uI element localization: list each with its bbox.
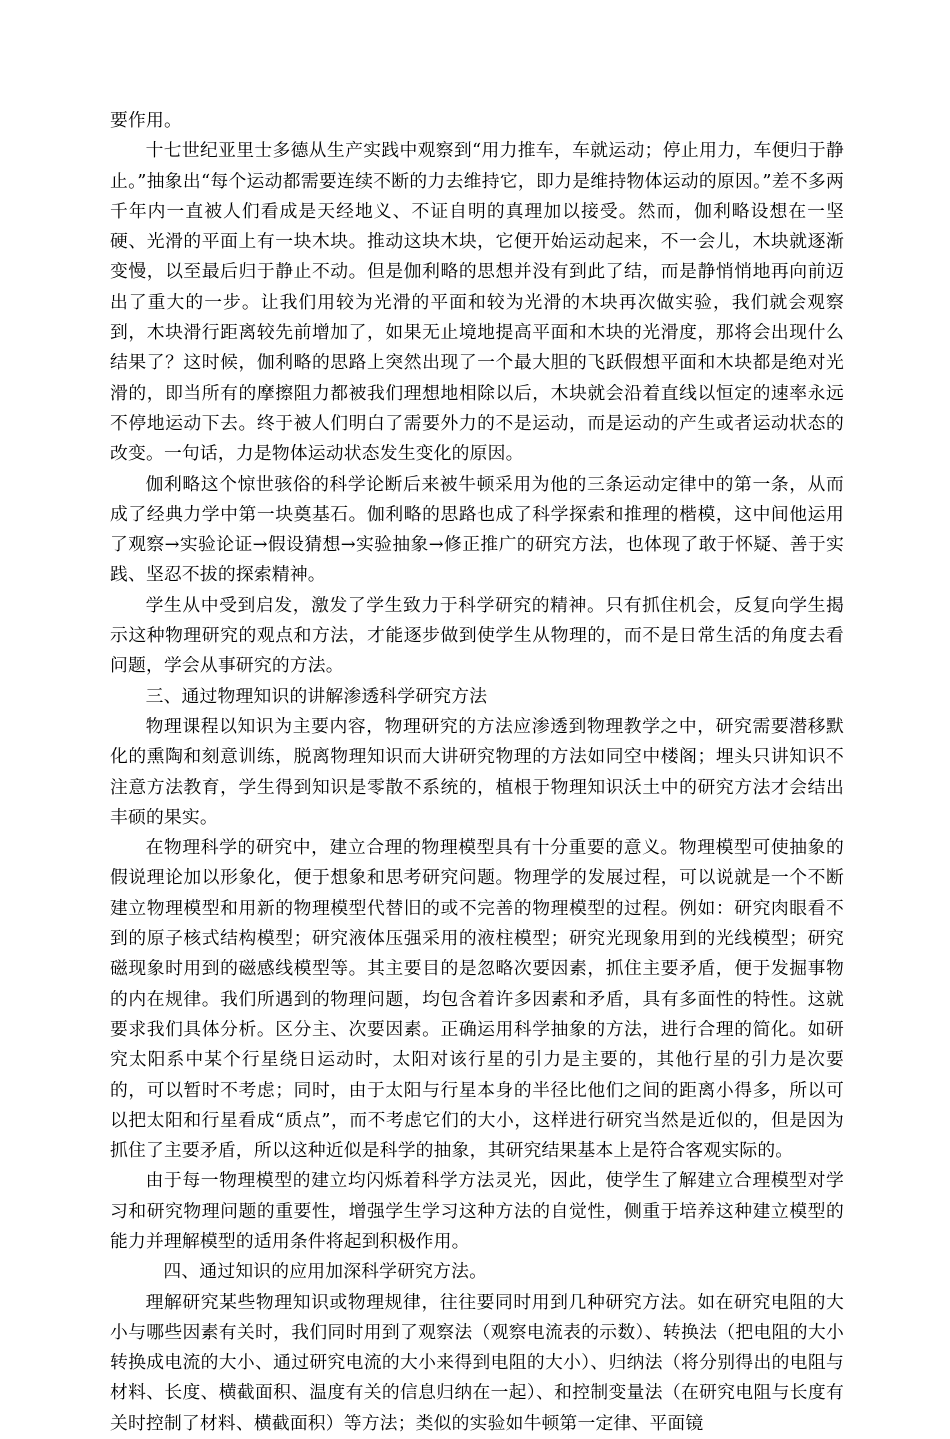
paragraph-newton-first-law: 伽利略这个惊世骇俗的科学论断后来被牛顿采用为他的三条运动定律中的第一条，从而成了经典力学中第一块奠基石。伽利略的思路也成了科学探索和推理的楷模，这中间他运用了观察→实验论证→假设猜想→实验抽象→修正推广的研究方法，也体现了敢于怀疑、善于实践、坚忍不拔的探索精神。 (110, 473, 844, 586)
paragraph-research-methods: 理解研究某些物理知识或物理规律，往往要同时用到几种研究方法。如在研究电阻的大小与哪些因素有关时，我们同时用到了观察法（观察电流表的示数）、转换法（把电阻的大小转换成电流的大小、通过研究电流的大小来得到电阻的大小）、归纳法（将分别得出的电阻与材料、长度、横截面积、温度有关的信息归纳在一起）、和控制变量法（在研究电阻与长度有关时控制了材料、横截面积）等方法；类似的实验如牛顿第一定律、平面镜 (110, 1291, 844, 1434)
section-heading-4: 四、通过知识的应用加深科学研究方法。 (163, 1261, 488, 1283)
paragraph-continuation: 要作用。 (110, 110, 182, 131)
paragraph-physical-models: 在物理科学的研究中，建立合理的物理模型具有十分重要的意义。物理模型可使抽象的假说理论加以形象化，便于想象和思考研究问题。物理学的发展过程，可以说就是一个不断建立物理模型和用新的物理模型代替旧的或不完善的物理模型的过程。例如：研究肉眼看不到的原子核式结构模型；研究液体压强采用的液柱模型；研究光现象用到的光线模型；研究磁现象时用到的磁感线模型等。其主要目的是忽略次要因素，抓住主要矛盾，便于发掘事物的内在规律。我们所遇到的物理问题，均包含着许多因素和矛盾，具有多面性的特性。这就要求我们具体分析。区分主、次要因素。正确运用科学抽象的方法，进行合理的简化。如研究太阳系中某个行星绕日运动时，太阳对该行星的引力是主要的，其他行星的引力是次要的，可以暂时不考虑；同时，由于太阳与行星本身的半径比他们之间的距离小得多，所以可以把太阳和行星看成“质点”，而不考虑它们的大小，这样进行研究当然是近似的，但是因为抓住了主要矛盾，所以这种近似是科学的抽象，其研究结果基本上是符合客观实际的。 (110, 837, 844, 1162)
paragraph-galileo-experiment: 十七世纪亚里士多德从生产实践中观察到“用力推车，车就运动；停止用力，车便归于静止。”抽象出“每个运动都需要连续不断的力去维持它，即力是维持物体运动的原因。”差不多两千年内一直被人们看成是天经地义、不证自明的真理加以接受。然而，伽利略设想在一坚硬、光滑的平面上有一块木块。推动这块木块，它便开始运动起来，不一会儿，木块就逐渐变慢，以至最后归于静止不动。但是伽利略的思想并没有到此了结，而是静悄悄地再向前迈出了重大的一步。让我们用较为光滑的平面和较为光滑的木块再次做实验，我们就会观察到，木块滑行距离较先前增加了，如果无止境地提高平面和木块的光滑度，那将会出现什么结果了？这时候，伽利略的思路上突然出现了一个最大胆的飞跃假想平面和木块都是绝对光滑的，即当所有的摩擦阻力都被我们理想地相除以后，木块就会沿着直线以恒定的速率永远不停地运动下去。终于被人们明白了需要外力的不是运动，而是运动的产生或者运动状态的改变。一句话，力是物体运动状态发生变化的原因。 (110, 140, 844, 465)
document-page (110, 106, 844, 1439)
section-heading-3: 三、通过物理知识的讲解渗透科学研究方法 (145, 685, 488, 707)
paragraph-student-inspiration: 学生从中受到启发，激发了学生致力于科学研究的精神。只有抓住机会，反复向学生揭示这种物理研究的观点和方法，才能逐步做到使学生从物理的，而不是日常生活的角度去看问题，学会从事研究的方法。 (110, 594, 844, 677)
paragraph-knowledge-method: 物理课程以知识为主要内容，物理研究的方法应渗透到物理教学之中，研究需要潜移默化的熏陶和刻意训练，脱离物理知识而大讲研究物理的方法如同空中楼阁；埋头只讲知识不注意方法教育，学生得到知识是零散不系统的，植根于物理知识沃土中的研究方法才会结出丰硕的果实。 (110, 715, 844, 828)
paragraph-model-importance: 由于每一物理模型的建立均闪烁着科学方法灵光，因此，使学生了解建立合理模型对学习和研究物理问题的重要性，增强学生学习这种方法的自觉性，侧重于培养这种建立模型的能力并理解模型的适用条件将起到积极作用。 (110, 1170, 844, 1252)
